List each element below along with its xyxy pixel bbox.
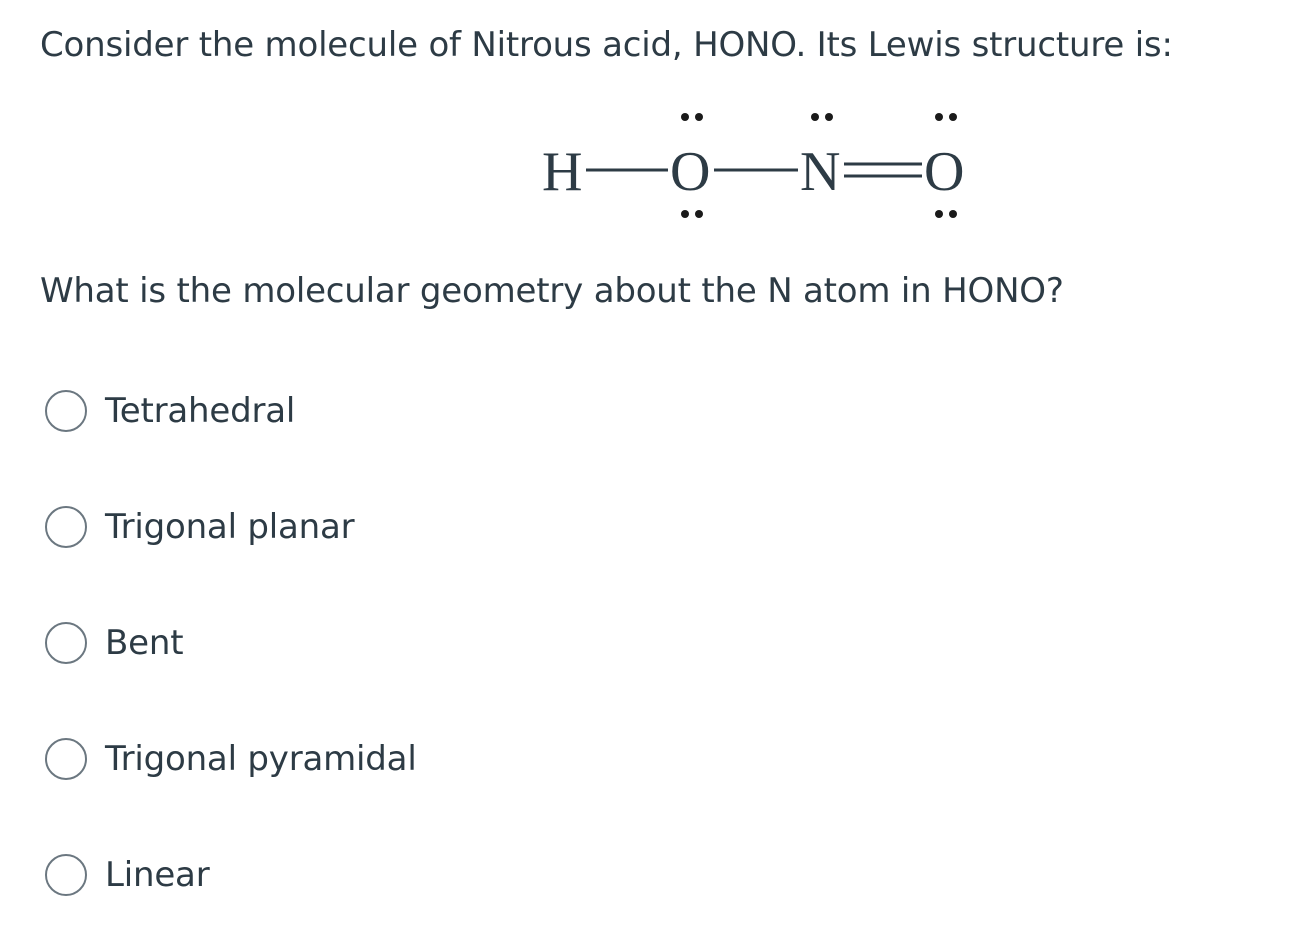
- answer-option-trigonal-planar[interactable]: [45, 502, 354, 552]
- atom-o1: O: [670, 141, 711, 203]
- lone-pair-o2-top: [935, 113, 957, 121]
- answer-label-trigonal-planar: Trigonal planar: [105, 507, 355, 547]
- lone-pair-o1-top: [681, 113, 703, 121]
- answer-option-bent[interactable]: [45, 618, 183, 668]
- radio-button-trigonal-planar[interactable]: [45, 506, 87, 548]
- answer-label-bent: Bent: [105, 623, 184, 663]
- answer-option-linear[interactable]: [45, 850, 209, 900]
- answer-option-trigonal-pyramidal[interactable]: [45, 734, 417, 784]
- answer-label-linear: Linear: [105, 855, 210, 895]
- lewis-structure-diagram: [520, 100, 990, 230]
- atom-o2: O: [924, 141, 965, 203]
- answer-label-tetrahedral: Tetrahedral: [105, 391, 296, 431]
- atom-h: H: [542, 141, 583, 203]
- question-prompt: What is the molecular geometry about the N atom in HONO?: [40, 271, 1064, 311]
- lone-pair-o1-bottom: [681, 210, 703, 218]
- answer-option-tetrahedral[interactable]: [45, 386, 295, 436]
- radio-button-bent[interactable]: [45, 622, 87, 664]
- question-intro: Consider the molecule of Nitrous acid, HONO. Its Lewis structure is:: [40, 25, 1173, 65]
- answer-label-trigonal-pyramidal: Trigonal pyramidal: [105, 739, 417, 779]
- atom-n: N: [800, 141, 841, 203]
- radio-button-linear[interactable]: [45, 854, 87, 896]
- radio-button-tetrahedral[interactable]: [45, 390, 87, 432]
- radio-button-trigonal-pyramidal[interactable]: [45, 738, 87, 780]
- lone-pair-n-top: [811, 113, 833, 121]
- lone-pair-o2-bottom: [935, 210, 957, 218]
- lewis-structure: [520, 100, 990, 230]
